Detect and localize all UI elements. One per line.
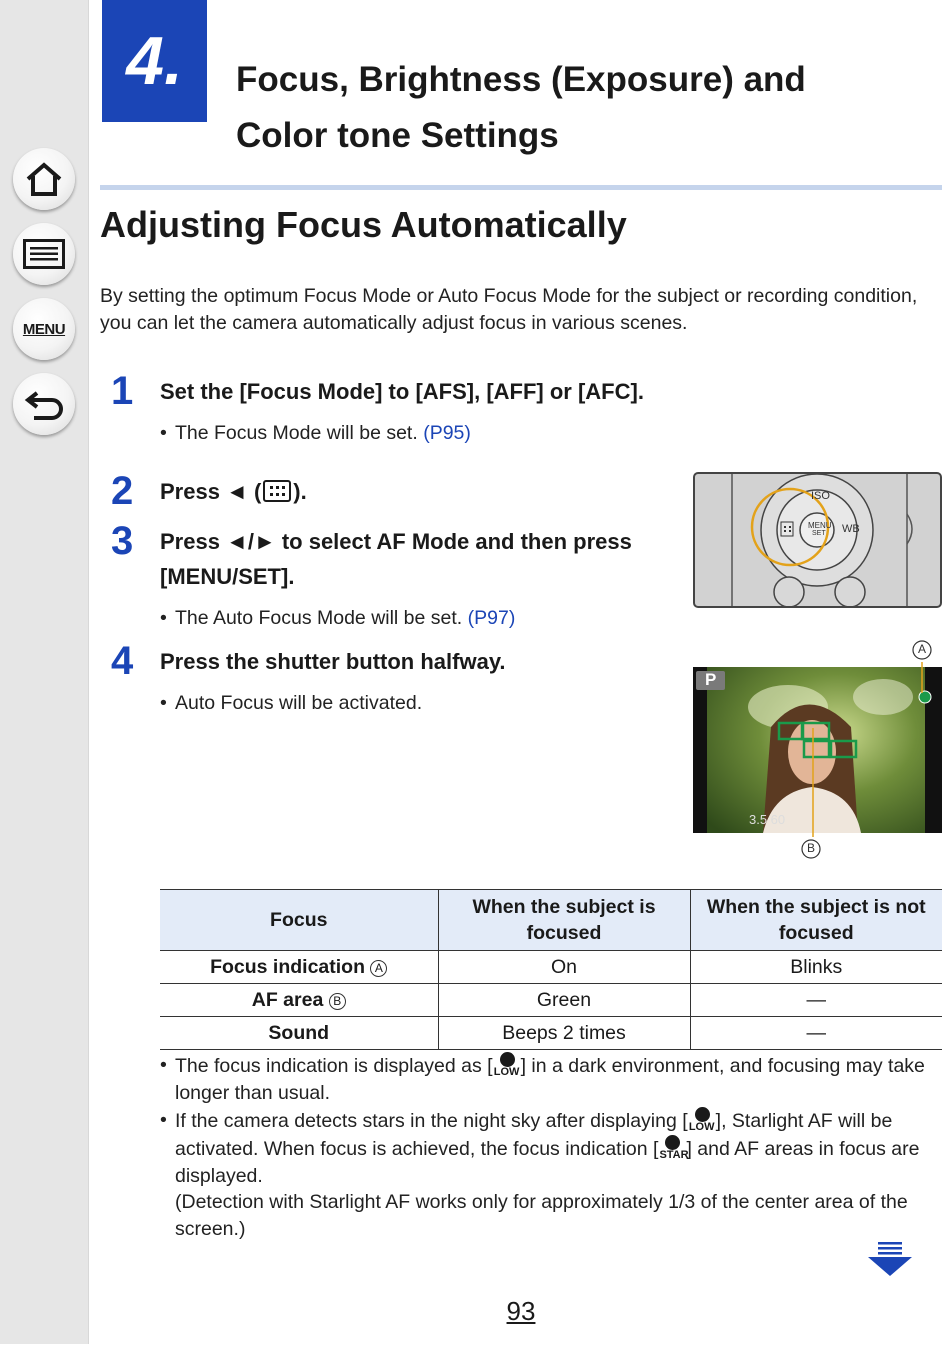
wb-label: WB [842,523,860,535]
cell-not-focused: Blinks [690,951,942,984]
notes [160,1052,942,1242]
note-1: • The focus indication is displayed as [ LOW ] in a dark environment, and focusing may take longer than usual. [160,1054,925,1104]
step-2-number: 2 [111,469,134,513]
lcd-exposure-readout: 3.5 60 [749,812,786,827]
header-focus: Focus [160,890,438,951]
chapter-title-line-2: Color tone Settings [236,116,559,155]
chapter-number: 4. [102,0,207,122]
header-focused: When the subject is focused [438,890,690,951]
low-label: LOW [493,1066,520,1078]
back-arrow-icon [24,387,64,421]
home-button[interactable] [13,148,75,210]
star-label: STAR [659,1148,689,1161]
home-icon [24,161,64,197]
chapter-title [236,52,916,164]
step-3-number: 3 [111,519,134,563]
note-2-text-a: If the camera detects stars in the night sky after displaying [ [175,1109,688,1132]
side-navigation [0,0,89,1344]
row-label-text: AF area [251,988,324,1011]
note-2: • If the camera detects stars in the night sky after displaying [ LOW ], Starlight AF will be activated. When focus is achieved, the focus indication [ STAR ] and AF areas in focus are displayed. (Detection with Starlight AF works only for approximately 1/3 of the center area of the screen.) [160,1107,942,1243]
step-1-number: 1 [111,369,134,413]
starlight-focus-icon [659,1135,689,1163]
menu-label: MENU [22,320,66,338]
callout-a-mark: A [370,960,387,977]
set-label: SET [812,530,826,537]
callout-lines [800,638,940,864]
lcd-mode-indicator: P [705,670,717,689]
note-2-detail: (Detection with Starlight AF works only for approximately 1/3 of the center area of the screen.) [175,1191,908,1240]
step-3-bullet-text: The Auto Focus Mode will be set. [175,607,463,629]
note-2-text-c: ] and AF areas in focus are displayed. [175,1137,920,1187]
header-not-focused: When the subject is not focused [690,890,942,951]
row-label-sound: Sound [160,1017,438,1050]
table-row [160,951,942,984]
step-2-text-a: Press ◄ ( [160,479,262,504]
step-2-text [160,474,307,509]
next-page-arrow-icon[interactable] [866,1240,914,1278]
row-label-text: Focus indication [210,955,365,978]
back-button[interactable] [13,373,75,435]
step-4-text: Press the shutter button halfway. [160,649,506,674]
low-light-focus-icon [494,1052,520,1080]
page-link-p95[interactable]: (P95) [423,422,471,444]
cell-not-focused: — [690,984,942,1017]
step-1-bullet-text: The Focus Mode will be set. [175,422,418,444]
note-1-text-b: ] in a dark environment, and focusing may take longer than usual. [175,1055,925,1104]
callout-a-label: A [917,642,926,656]
callout-b-mark: B [329,993,346,1010]
row-label-af-area [160,984,438,1017]
iso-label: ISO [811,490,830,502]
step-4-number: 4 [111,639,134,683]
page-link-p97[interactable]: (P97) [467,607,516,629]
camera-control-illustration [693,472,942,608]
focus-status-table [160,889,942,1050]
menu-set-label: MENU [808,521,832,530]
note-2-text-b: ], Starlight AF will be activated. When focus is achieved, the focus indication [ [175,1109,893,1160]
note-1-text-a: The focus indication is displayed as [ [175,1055,493,1077]
table-header-row [160,890,942,951]
table-row [160,1017,942,1050]
table-row [160,984,942,1017]
cell-focused: On [438,951,690,984]
step-3-text: Press ◄/► to select AF Mode and then press [MENU/SET]. [160,529,632,589]
intro-paragraph: By setting the optimum Focus Mode or Auto Focus Mode for the subject or recording condition, you can let the camera automatically adjust focus in various scenes. [100,285,918,334]
list-icon [23,239,65,269]
callout-b-label: B [806,841,815,855]
step-1-bullet: • The Focus Mode will be set. (P95) [160,422,471,444]
step-3-bullet: • The Auto Focus Mode will be set. (P97) [160,607,516,629]
cell-focused: Beeps 2 times [438,1017,690,1050]
cell-not-focused: — [690,1017,942,1050]
cell-focused: Green [438,984,690,1017]
low-label: LOW [688,1120,715,1133]
menu-button[interactable] [13,298,75,360]
chapter-title-line-1: Focus, Brightness (Exposure) and [236,60,806,99]
af-mode-icon [263,480,291,502]
page-number: 93 [506,1296,536,1326]
step-1-text: Set the [Focus Mode] to [AFS], [AFF] or [AFC]. [160,379,644,404]
step-4-bullet-text: Auto Focus will be activated. [175,692,423,714]
low-light-focus-icon [689,1107,715,1135]
section-title: Adjusting Focus Automatically [100,204,627,245]
step-4-bullet: • Auto Focus will be activated. [160,692,423,714]
row-label-focus-indication [160,951,438,984]
step-2-text-b: ). [293,479,307,504]
chapter-divider [100,185,942,190]
contents-button[interactable] [13,223,75,285]
